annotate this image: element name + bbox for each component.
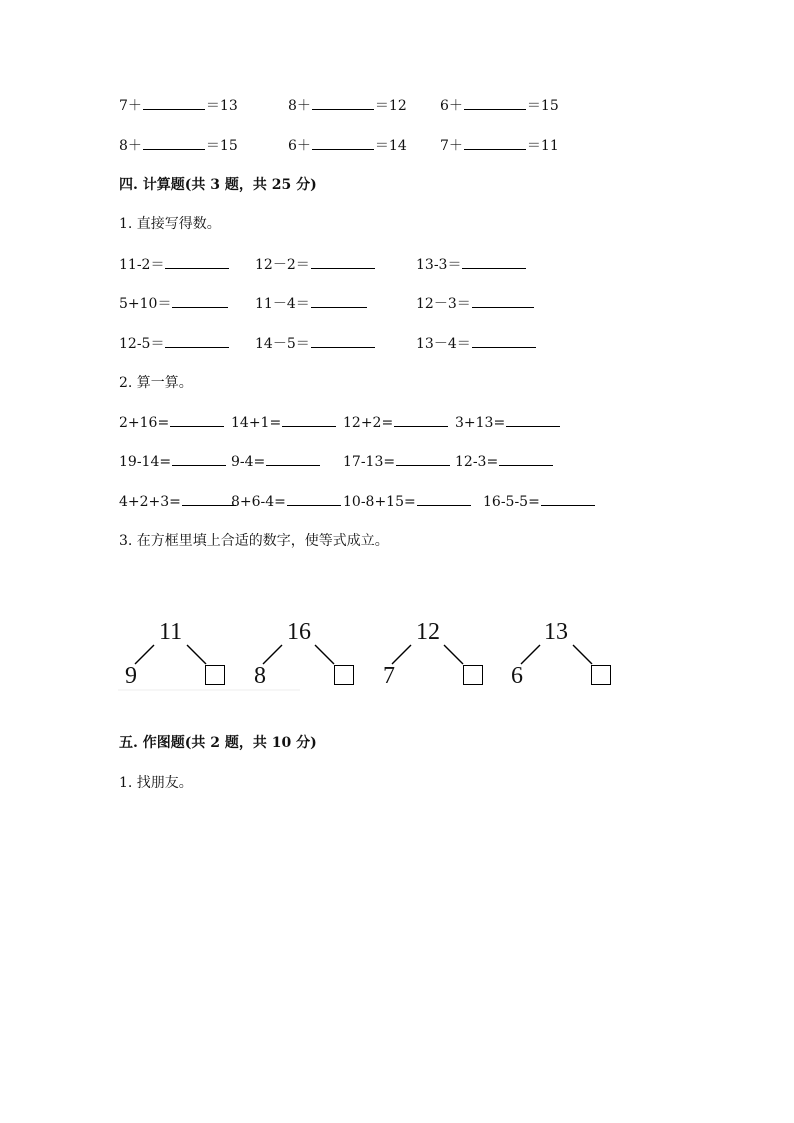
- calc-expr: 13-3＝: [416, 257, 462, 273]
- fill-right: ＝11: [526, 138, 559, 154]
- calc-item: [416, 256, 527, 274]
- calc-item: [343, 453, 451, 471]
- calc-expr: 9-4=: [231, 454, 266, 470]
- calc-expr: 12-3=: [455, 454, 499, 470]
- fill-left: 8＋: [288, 98, 311, 114]
- answer-blank[interactable]: [499, 453, 553, 466]
- fill-row-1-item-1: [119, 97, 238, 115]
- answer-blank[interactable]: [311, 295, 367, 308]
- calc-expr: 14－5＝: [255, 336, 310, 352]
- answer-blank[interactable]: [170, 414, 224, 427]
- question-2-label: 2. 算一算。: [119, 375, 193, 391]
- answer-blank[interactable]: [312, 97, 374, 110]
- bond-line: [392, 645, 411, 664]
- calc-item: [343, 493, 472, 511]
- calc-expr: 4+2+3=: [119, 494, 181, 510]
- calc-expr: 5+10＝: [119, 296, 172, 312]
- answer-box[interactable]: [334, 665, 354, 685]
- bond-line: [263, 645, 282, 664]
- answer-box[interactable]: [463, 665, 483, 685]
- calc-expr: 12-5＝: [119, 336, 165, 352]
- answer-blank[interactable]: [311, 335, 375, 348]
- bond-top-number: 13: [544, 619, 568, 645]
- calc-expr: 14+1=: [231, 415, 282, 431]
- fill-right: ＝15: [205, 138, 238, 154]
- answer-blank[interactable]: [464, 97, 526, 110]
- calc-item: [119, 493, 237, 511]
- answer-blank[interactable]: [172, 295, 228, 308]
- answer-blank[interactable]: [287, 493, 341, 506]
- calc-expr: 12+2=: [343, 415, 394, 431]
- answer-box[interactable]: [591, 665, 611, 685]
- bond-top-number: 16: [287, 619, 311, 645]
- answer-blank[interactable]: [165, 335, 229, 348]
- bond-line: [444, 645, 463, 664]
- fill-row-2-item-2: [288, 137, 407, 155]
- answer-blank[interactable]: [165, 256, 229, 269]
- answer-blank[interactable]: [462, 256, 526, 269]
- fill-row-1-item-3: [440, 97, 559, 115]
- answer-blank[interactable]: [464, 137, 526, 150]
- fill-left: 7＋: [440, 138, 463, 154]
- number-bond-lines: [0, 600, 794, 720]
- answer-blank[interactable]: [417, 493, 471, 506]
- calc-item: [416, 335, 537, 353]
- bond-top-number: 12: [416, 619, 440, 645]
- fill-row-2-item-1: [119, 137, 238, 155]
- calc-expr: 11－4＝: [255, 296, 310, 312]
- fill-left: 6＋: [440, 98, 463, 114]
- answer-blank[interactable]: [472, 335, 536, 348]
- calc-expr: 3+13=: [455, 415, 506, 431]
- answer-blank[interactable]: [506, 414, 560, 427]
- calc-expr: 8+6-4=: [231, 494, 286, 510]
- calc-item: [343, 414, 449, 432]
- fill-left: 8＋: [119, 138, 142, 154]
- calc-expr: 13－4＝: [416, 336, 471, 352]
- answer-blank[interactable]: [143, 137, 205, 150]
- calc-item: [455, 453, 554, 471]
- calc-expr: 12－2＝: [255, 257, 310, 273]
- answer-blank[interactable]: [396, 453, 450, 466]
- fill-right: ＝15: [526, 98, 559, 114]
- section-4-title: 四. 计算题(共 3 题，共 25 分): [119, 177, 317, 193]
- calc-item: [119, 256, 230, 274]
- answer-blank[interactable]: [143, 97, 205, 110]
- answer-blank[interactable]: [172, 453, 226, 466]
- calc-expr: 19-14=: [119, 454, 172, 470]
- calc-expr: 2+16=: [119, 415, 170, 431]
- calc-expr: 12－3＝: [416, 296, 471, 312]
- calc-item: [255, 256, 376, 274]
- bond-line: [135, 645, 154, 664]
- question-3-label: 3. 在方框里填上合适的数字，使等式成立。: [119, 533, 389, 549]
- bond-left-number: 9: [125, 663, 137, 689]
- answer-blank[interactable]: [541, 493, 595, 506]
- calc-item: [119, 335, 230, 353]
- fill-left: 6＋: [288, 138, 311, 154]
- calc-item: [119, 414, 225, 432]
- fill-right: ＝14: [374, 138, 407, 154]
- bond-line: [187, 645, 206, 664]
- bond-line: [573, 645, 592, 664]
- calc-item: [255, 295, 368, 313]
- fill-right: ＝13: [205, 98, 238, 114]
- calc-item: [255, 335, 376, 353]
- calc-item: [119, 453, 227, 471]
- fill-left: 7＋: [119, 98, 142, 114]
- answer-blank[interactable]: [394, 414, 448, 427]
- calc-item: [231, 414, 337, 432]
- fill-row-1-item-2: [288, 97, 407, 115]
- answer-blank[interactable]: [472, 295, 534, 308]
- fill-right: ＝12: [374, 98, 407, 114]
- calc-expr: 16-5-5=: [483, 494, 540, 510]
- calc-item: [231, 453, 321, 471]
- calc-expr: 17-13=: [343, 454, 396, 470]
- bond-left-number: 8: [254, 663, 266, 689]
- bond-line: [521, 645, 540, 664]
- answer-blank[interactable]: [311, 256, 375, 269]
- calc-item: [416, 295, 535, 313]
- bond-left-number: 6: [511, 663, 523, 689]
- calc-expr: 11-2＝: [119, 257, 165, 273]
- calc-item: [455, 414, 561, 432]
- calc-item: [119, 295, 229, 313]
- fill-row-2-item-3: [440, 137, 559, 155]
- answer-blank[interactable]: [282, 414, 336, 427]
- question-1-label: 1. 直接写得数。: [119, 216, 221, 232]
- answer-blank[interactable]: [182, 493, 236, 506]
- bond-left-number: 7: [383, 663, 395, 689]
- answer-blank[interactable]: [266, 453, 320, 466]
- bond-top-number: 11: [159, 619, 183, 645]
- section-5-title: 五. 作图题(共 2 题，共 10 分): [119, 735, 317, 751]
- calc-expr: 10-8+15=: [343, 494, 416, 510]
- section-5-question-1-label: 1. 找朋友。: [119, 775, 193, 791]
- calc-item: [483, 493, 596, 511]
- calc-item: [231, 493, 342, 511]
- answer-box[interactable]: [205, 665, 225, 685]
- bond-line: [315, 645, 334, 664]
- answer-blank[interactable]: [312, 137, 374, 150]
